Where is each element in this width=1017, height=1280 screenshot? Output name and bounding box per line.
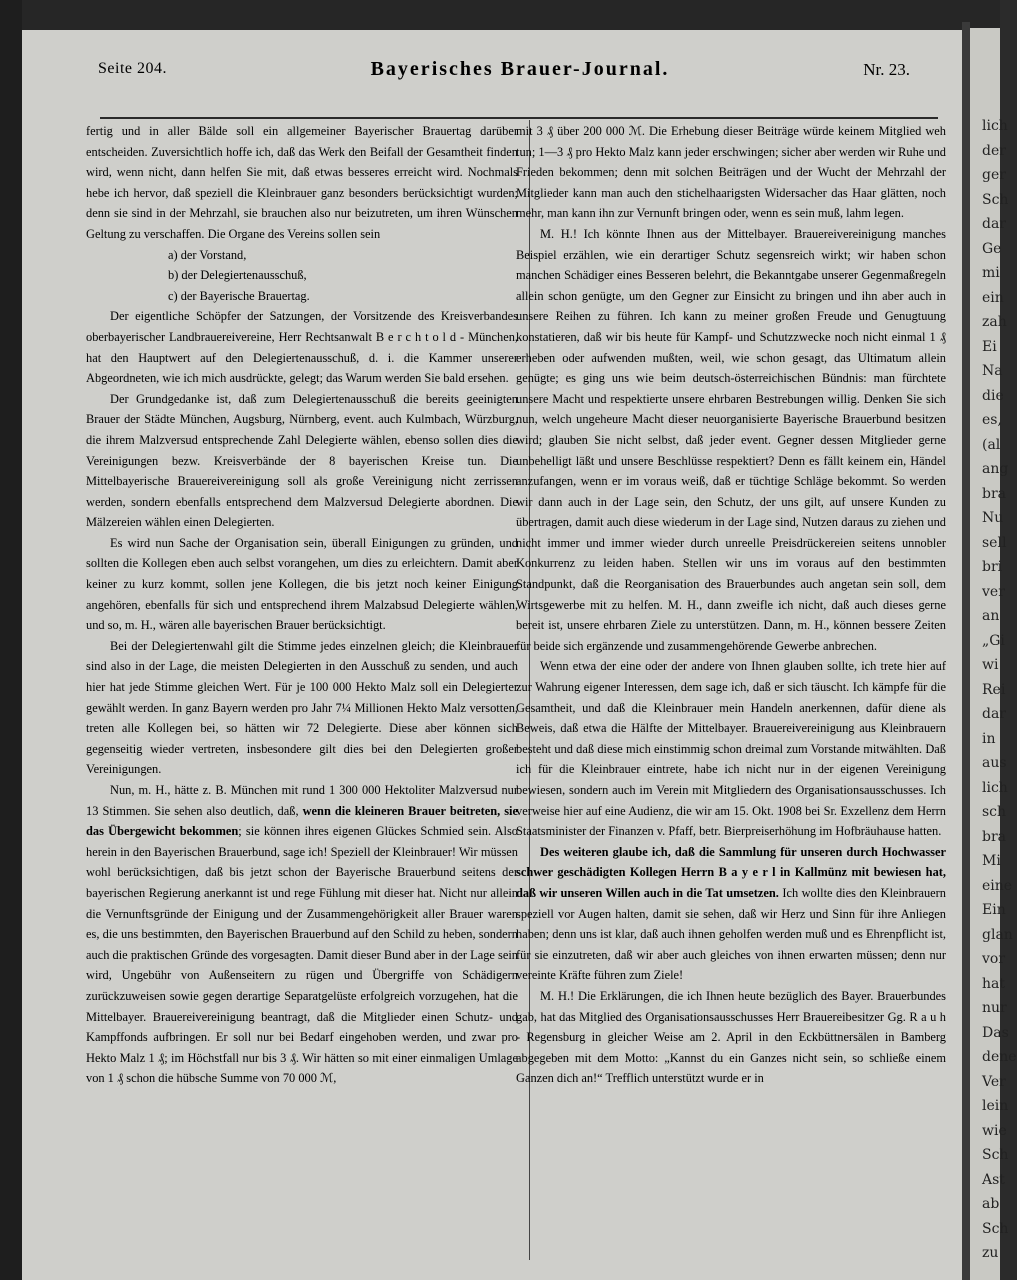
adjacent-page-fragment: wie	[982, 1122, 1007, 1139]
adjacent-page-fragment: aus	[982, 755, 1007, 771]
adjacent-page-fragment: dene	[982, 1049, 1017, 1065]
adjacent-page-fragment: bra	[982, 485, 1007, 502]
paragraph: Der Grundgedanke ist, daß zum Delegiertenausschuß die bereits geeinigten Brauer der Städte München, Augsburg, Nürnberg, event. auch Kulmbach, Würzburg, die ihrem Malzversud entsprechende Zahl Delegierte wählen, ebenso sollen dies die Vereinigungen bezw. Kreisverbände der 8 bayerischen Kreise tun. Die Mittelbayerische Brauereivereinigung soll als große Vereinigung nicht zerrissen werden, sondern ebenfalls entsprechend dem Malzversud Delegierte abordnen. Die Mälzereien wählen einen Delegierten.	[86, 391, 518, 530]
paragraph: fertig und in aller Bälde soll ein allgemeiner Bayerischer Brauertag darüber entscheiden. Zuversichtlich hoffe ich, daß das Werk den Beifall der Gesamtheit finden wird, wenn nicht, dann helfen Sie mit, daß etwas besseres erreicht wird. Nochmals hebe ich hervor, daß speziell die Kleinbrauer ganz besonders berücksichtigt wurden; denn sie sind in der Mehrzahl, sie brauchen also nur beizutreten, um ihren Wünschen Geltung zu verschaffen. Die Organe des Vereins sollen sein	[86, 124, 518, 241]
adjacent-page-fragment: Mi	[982, 853, 1001, 869]
paragraph: Es wird nun Sache der Organisation sein, überall Einigungen zu gründen, und sollten die Kollegen eben auch selbst vorangehen, um dies zu erleichtern. Damit aber keiner zu kurz kommt, sollen jene Kollegen, die bis jetzt noch keiner Einigung angehören, ebenfalls für sich und entsprechend ihrem Malzabsud Delegierte wählen, und so, m. H., wären alle bayerischen Brauer berücksichtigt.	[86, 535, 518, 633]
page-number: Seite 204.	[98, 60, 167, 77]
issue-number: Nr. 23.	[863, 60, 910, 79]
adjacent-page-fragment: hat	[982, 975, 1005, 992]
adjacent-page-fragment: ab	[982, 1196, 1000, 1212]
adjacent-page-fragment: bra	[982, 828, 1007, 845]
text-run: Nun, m. H., hätte z. B. München mit rund 1 300 000 Hektoliter Malzversud nur 13 Stimmen. Sie sehen also deutlich, daß,	[86, 783, 518, 818]
adjacent-page-fragment: Das	[982, 1024, 1009, 1041]
adjacent-page-fragment: Nu	[982, 510, 1004, 526]
adjacent-page-fragment: sell	[982, 534, 1007, 551]
adjacent-page-fragment: ver	[982, 583, 1005, 600]
text-run: ; sie können ihres eigenen Glückes Schmied sein. Also herein in den Bayerischen Brauerbund, sage ich! Speziell der Kleinbrauer! Wir müssen wohl berücksichtigen, daß bis jetzt schon der Bayerische Brauerbund seitens der bayerischen Regierung anerkannt ist und rege Fühlung mit dieser hat. Nicht nur allein die Vernunftsgründe der Einigung und der Zusammengehörigkeit aller Brauer waren es, die uns bestimmten, den Bayerischen Brauerbund auf den Schild zu heben, sondern auch die praktischen Gründe des vorgesagten. Damit dieser Bund aber in der Lage sein wird, Ungebühr von Außenseitern zu rügen und Übergriffe von Schädigern zurückzuweisen sowie gegen derartige Separatgelüste erfolgreich vorzugehen, hat die Mittelbayer. Brauereivereinigung beantragt, daß die Mitglieder einen Schutz- und Kampffonds aufbringen. Er soll nur bei Bedarf eingehoben werden, und zwar pro Hekto Malz 1 ₰; im Höchstfall nur bis 3 ₰. Wir hätten so mit einer einmaligen Umlage von 1 ₰ schon die hübsche Summe von 70 000 ℳ,	[86, 824, 518, 1086]
adjacent-page-fragment: lein	[982, 1098, 1009, 1114]
adjacent-page-fragment: ang	[982, 461, 1009, 477]
adjacent-page-fragment: wi	[982, 657, 999, 673]
adjacent-page-fragment: dar	[982, 216, 1007, 232]
adjacent-page-fragment: Ver	[982, 1073, 1006, 1090]
adjacent-page-fragment: Sch	[982, 1147, 1009, 1163]
adjacent-page-fragment: zah	[982, 314, 1007, 330]
adjacent-page-fragment: ger	[982, 167, 1006, 183]
adjacent-page-fragment: glan	[982, 926, 1013, 943]
emphasis-text: wenn die kleineren Brauer beitreten, sie das Übergewicht bekommen	[86, 803, 519, 839]
header-rule	[100, 117, 938, 119]
adjacent-page-fragment: in	[982, 730, 996, 747]
paragraph: Bei der Delegiertenwahl gilt die Stimme jedes einzelnen gleich; die Kleinbrauer sind also in der Lage, die meisten Delegierten in den Ausschuß zu senden, und auch hier hat jede Stimme gleichen Wert. Für je 100 000 Hekto Malz soll ein Delegierter gewählt werden. In ganz Bayern werden pro Jahr 7¼ Millionen Hekto Malz versotten, treten alle Kollegen bei, so hätten wir 72 Delegierte. Diese aber können sich gegenseitig wieder vertreten, insbesondere gilt dies bei den Delegierten großer Vereinigungen.	[86, 638, 518, 777]
paragraph: Der eigentliche Schöpfer der Satzungen, der Vorsitzende des Kreisverbandes oberbayerischer Landbrauereivereine, Herr Rechtsanwalt B e r c h t o l d - München, hat den Hauptwert auf den Delegiertenausschuß, d. i. die Kammer unserer Abgeordneten, wie ich mich ausdrückte, gelegt; das Warum werden Sie bald ersehen.	[86, 309, 518, 386]
right-column	[516, 121, 946, 1089]
organ-list-item: c) der Bayerische Brauertag.	[168, 288, 310, 303]
page-fold	[962, 22, 970, 1280]
adjacent-page-fragment: Na	[982, 363, 1003, 379]
adjacent-page-fragment: Sch	[982, 191, 1009, 208]
adjacent-page-fragment: sch	[982, 804, 1007, 820]
adjacent-page-fragment: nur	[982, 1000, 1007, 1016]
organ-list-item: b) der Delegiertenausschuß,	[168, 268, 307, 283]
page-header	[80, 60, 920, 90]
adjacent-page-fragment: (al	[982, 436, 1001, 453]
adjacent-page-fragment: Sch	[982, 1220, 1009, 1237]
adjacent-page-fragment: der	[982, 142, 1006, 159]
adjacent-page-fragment: lich	[982, 118, 1008, 134]
emphasis-text: Des weiteren glaube ich, daß die Sammlung für unseren durch Hochwasser schwer geschädigten Kollegen Herrn B a y e r l in Kallmünz mit bewiesen hat, daß wir unseren Willen auch in die Tat umsetzen.	[516, 844, 946, 900]
adjacent-page-fragment: Ast	[982, 1171, 1005, 1188]
adjacent-page-fragment: Ei	[982, 338, 997, 355]
adjacent-page-edge	[970, 28, 1017, 1280]
left-column	[86, 121, 518, 1089]
adjacent-page-fragment: „Gi	[982, 632, 1005, 649]
adjacent-page-fragment: die	[982, 387, 1004, 404]
paragraph: mit 3 ₰ über 200 000 ℳ. Die Erhebung dieser Beiträge würde keinem Mitglied weh tun; 1—3 ₰ pro Hekto Malz kann jeder erschwingen; sicher aber werden wir Ruhe und Frieden bekommen; denn mit solchen Beiträgen und der Wucht der Mehrzahl der Mitglieder kann man auch den stichelhaarigsten Widersacher das Haar glätten, noch mehr, man kann ihn zur Vernunft bringen oder, wenn es sein muß, lahm legen.	[516, 124, 946, 221]
paragraph	[86, 780, 518, 1089]
adjacent-page-fragment: vor	[982, 951, 1006, 967]
adjacent-page-fragment: Rei	[982, 681, 1006, 698]
adjacent-page-fragment: Ge	[982, 240, 1002, 257]
organ-list-item: a) der Vorstand,	[168, 247, 247, 262]
paragraph	[516, 842, 946, 986]
adjacent-page-fragment: zu	[982, 1245, 999, 1261]
adjacent-page-fragment: ein	[982, 289, 1004, 306]
journal-title: Bayerisches Brauer-Journal.	[370, 58, 670, 80]
adjacent-page-fragment: dar	[982, 706, 1007, 722]
adjacent-page-fragment: eine	[982, 877, 1013, 894]
text-run: Ich wollte dies den Kleinbrauern speziell vor Augen halten, damit sie sehen, daß wir Herz und Sinn für ihre Anliegen haben; denn uns ist klar, daß auch ihnen geholfen werden muß und es Ehrenpflicht ist, für sie einzutreten, daß wir aber auch gleiches von ihnen erwarten müssen; denn nur vereinte Kräfte führen zum Ziele!	[516, 885, 947, 983]
adjacent-page-fragment: Ein	[982, 902, 1006, 918]
adjacent-page-fragment: mi	[982, 265, 1000, 281]
adjacent-page-fragment: an	[982, 608, 1000, 624]
adjacent-page-fragment: es,	[982, 412, 1002, 428]
adjacent-page-fragment: lich	[982, 779, 1008, 796]
scan-background-left	[0, 0, 22, 1280]
scan-background-top	[0, 0, 1000, 32]
paragraph: Wenn etwa der eine oder der andere von Ihnen glauben sollte, ich trete hier auf zur Wahrung eigener Interessen, dem sage ich, daß er sich täuscht. Ich kämpfe für die Gesamtheit, und daß die Kleinbrauer mein Handeln anerkennen, dafür diene als Beweis, daß etwa die Hälfte der Mittelbayer. Brauereivereinigung aus Kleinbrauern besteht und daß diese mich einstimmig schon dreimal zum Vorstande mitwählten. Daß ich für die Kleinbrauer eintrete, habe ich nicht nur in der eigenen Vereinigung bewiesen, sondern auch im Verein mit Mitgliedern des Organisationsausschusses. Ich verweise hier auf eine Audienz, die wir am 15. Okt. 1908 bei Sr. Exzellenz dem Herrn Staatsminister der Finanzen v. Pfaff, betr. Bierpreiserhöhung im Hofbräuhause hatten.	[516, 659, 946, 839]
paragraph: M. H.! Die Erklärungen, die ich Ihnen heute bezüglich des Bayer. Brauerbundes gab, hat das Mitglied des Organisationsausschusses Herr Brauereibesitzer Gg. R a u h - Regensburg in gleicher Weise am 2. April in den Eckbüttnersälen in Bamberg abgegeben mit dem Motto: „Kannst du ein Ganzes nicht sein, so schließe einem Ganzen dich an!“ Trefflich unterstützt wurde er in	[516, 988, 946, 1086]
adjacent-page-fragment: bri	[982, 559, 1003, 575]
paragraph: M. H.! Ich könnte Ihnen aus der Mittelbayer. Brauereivereinigung manches Beispiel erzählen, wie ein derartiger Schutz segensreich wirkt; wir haben schon manchen Schädiger eines Besseren belehrt, die Bekanntgabe unserer Gegenmaßregeln allein schon genügte, um den Gegner zur Einsicht zu bringen und ihn aber auch in unsere Reihen zu führen. Ich kann zu meiner großen Freude und Genugtuung konstatieren, daß wir bis heute für Kampf- und Schutzzwecke noch nicht einmal 1 ₰ erheben oder aufwenden mußten, weil, wie schon gesagt, das Ultimatum allein genügte; es ging uns wie beim deutsch-österreichischen Bündnis: man fürchtete unsere Macht und respektierte unsere ehrbaren Bestrebungen willig. Denken Sie sich nun, welch ungeheure Macht dieser neuorganisierte Bayerische Brauerbund besitzen wird; glauben Sie nicht selbst, daß jeder event. Gegner dessen Mitglieder gerne unbehelligt läßt und unsere Beschlüsse respektiert? Denn es fällt keinem ein, Händel anzufangen, wenn er im voraus weiß, daß er tüchtige Schläge bekommt. So werden wir dann auch in der Lage sein, den Schutz, der uns gilt, auf unsere Kunden zu übertragen, damit auch diese wiederum in der Lage sind, Nutzen daraus zu ziehen und nicht immer und immer wieder durch unreelle Preisdrückereien seitens unnobler Konkurrenz zu leiden haben. Stellen wir uns im voraus auf den bestimmten Standpunkt, daß die Reorganisation des Brauerbundes auch angetan sein soll, dem Wirtsgewerbe mit zu helfen. M. H., dann zweifle ich nicht, daß auch dieses gerne bereit ist, unsere ehrbaren Ziele zu unterstützen. Dann, m. H., können bessere Zeiten für beide sich ergänzende und zusammengehörende Gewerbe anbrechen.	[516, 226, 946, 653]
